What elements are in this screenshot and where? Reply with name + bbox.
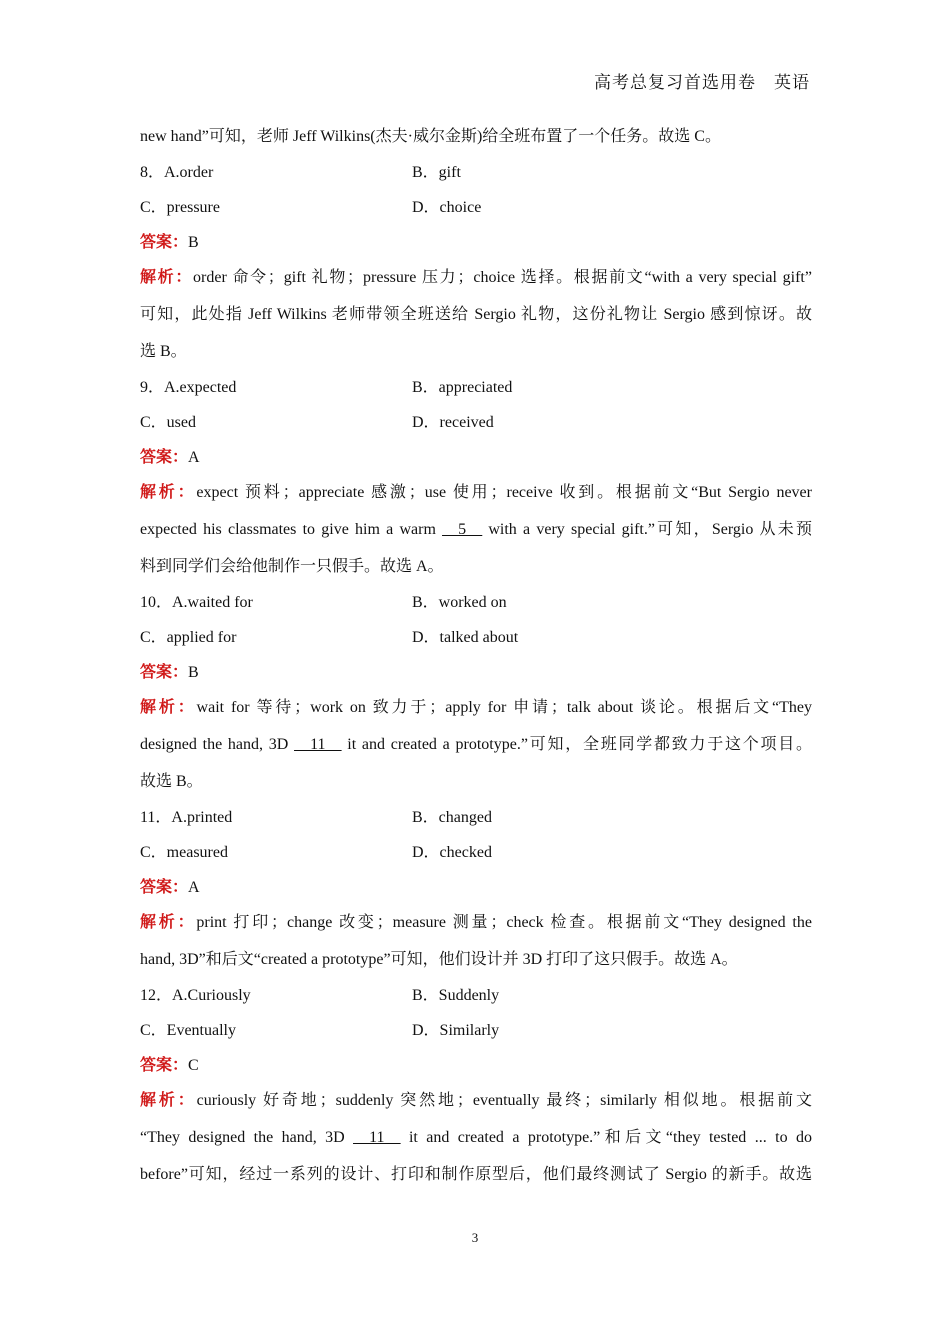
option-row <box>140 807 812 829</box>
blank-number: __11__ <box>294 736 342 753</box>
analysis-text: expected his classmates to give him a warm <box>140 521 443 538</box>
option-row <box>140 162 812 184</box>
answer-label: 答案： <box>140 664 189 681</box>
analysis-label: 解析： <box>140 1092 197 1109</box>
option-a: 11．A.printed <box>140 809 233 826</box>
analysis-line <box>140 912 812 934</box>
option-b: B．appreciated <box>412 379 513 396</box>
answer-label: 答案： <box>140 234 189 251</box>
answer-value: A <box>188 879 200 896</box>
option-c: C．applied for <box>140 629 237 646</box>
analysis-line: before”可知，经过一系列的设计、打印和制作原型后，他们最终测试了 Sergio 的新手。故选 <box>140 1166 812 1183</box>
analysis-line: 选 B。 <box>140 343 187 360</box>
intro-line: new hand”可知，老师 Jeff Wilkins(杰夫·威尔金斯)给全班布置了一个任务。故选 C。 <box>140 128 721 145</box>
analysis-text: order 命令；gift 礼物；pressure 压力；choice 选择。根据前文“with a very special gift” <box>193 269 812 286</box>
analysis-line <box>140 1127 812 1149</box>
option-d: D．received <box>412 414 494 431</box>
analysis-line <box>140 697 812 719</box>
option-d: D．checked <box>412 844 492 861</box>
answer-line <box>140 232 812 254</box>
option-row <box>140 197 812 219</box>
answer-line <box>140 1055 812 1077</box>
answer-value: B <box>188 664 199 681</box>
answer-value: B <box>188 234 199 251</box>
answer-label: 答案： <box>140 449 189 466</box>
analysis-label: 解析： <box>140 699 197 716</box>
blank-number: __11__ <box>353 1129 401 1146</box>
analysis-line: 故选 B。 <box>140 773 203 790</box>
option-d: D．choice <box>412 199 482 216</box>
option-row <box>140 985 812 1007</box>
answer-label: 答案： <box>140 879 189 896</box>
option-c: C．measured <box>140 844 228 861</box>
answer-line <box>140 877 812 899</box>
answer-value: C <box>188 1057 199 1074</box>
option-b: B．gift <box>412 164 461 181</box>
analysis-label: 解析： <box>140 484 197 501</box>
option-d: D．Similarly <box>412 1022 500 1039</box>
analysis-text: print 打印；change 改变；measure 测量；check 检查。根据前文“They designed the <box>196 914 812 931</box>
analysis-text: designed the hand, 3D <box>140 736 295 753</box>
analysis-label: 解析： <box>140 914 197 931</box>
option-c: C．used <box>140 414 197 431</box>
analysis-label: 解析： <box>140 269 194 286</box>
page-number: 3 <box>471 1230 479 1245</box>
option-b: B．Suddenly <box>412 987 500 1004</box>
option-d: D．talked about <box>412 629 519 646</box>
analysis-line <box>140 519 812 541</box>
analysis-line <box>140 734 812 756</box>
option-c: C．Eventually <box>140 1022 236 1039</box>
option-row <box>140 412 812 434</box>
analysis-line <box>140 482 812 504</box>
analysis-line: hand, 3D”和后文“created a prototype”可知，他们设计并 3D 打印了这只假手。故选 A。 <box>140 951 738 968</box>
analysis-line: 料到同学们会给他制作一只假手。故选 A。 <box>140 558 444 575</box>
option-a: 12．A.Curiously <box>140 987 251 1004</box>
analysis-text: it and created a prototype.”和后文“they tested ... to do <box>400 1129 812 1146</box>
analysis-text: wait for 等待；work on 致力于；apply for 申请；talk about 谈论。根据后文“They <box>196 699 812 716</box>
option-row <box>140 377 812 399</box>
analysis-text: with a very special gift.”可知，Sergio 从未预 <box>482 521 812 538</box>
option-a: 8．A.order <box>140 164 214 181</box>
answer-value: A <box>188 449 200 466</box>
answer-label: 答案： <box>140 1057 189 1074</box>
analysis-text: “They designed the hand, 3D <box>140 1129 354 1146</box>
answer-line <box>140 662 812 684</box>
analysis-text: it and created a prototype.”可知，全班同学都致力于这个项目。 <box>341 736 812 753</box>
answer-line <box>140 447 812 469</box>
analysis-text: expect 预料；appreciate 感激；use 使用；receive 收到。根据前文“But Sergio never <box>196 484 812 501</box>
option-c: C．pressure <box>140 199 220 216</box>
option-row <box>140 1020 812 1042</box>
option-row <box>140 842 812 864</box>
page-header: 高考总复习首选用卷 英语 <box>594 73 810 92</box>
blank-number: __5__ <box>442 521 483 538</box>
option-row <box>140 627 812 649</box>
option-b: B．worked on <box>412 594 507 611</box>
option-a: 9．A.expected <box>140 379 237 396</box>
option-b: B．changed <box>412 809 492 826</box>
option-row <box>140 592 812 614</box>
analysis-line <box>140 1090 812 1112</box>
option-a: 10．A.waited for <box>140 594 253 611</box>
analysis-text: curiously 好奇地；suddenly 突然地；eventually 最终；similarly 相似地。根据前文 <box>196 1092 812 1109</box>
analysis-line <box>140 267 812 289</box>
analysis-line: 可知，此处指 Jeff Wilkins 老师带领全班送给 Sergio 礼物，这份礼物让 Sergio 感到惊讶。故 <box>140 306 812 323</box>
